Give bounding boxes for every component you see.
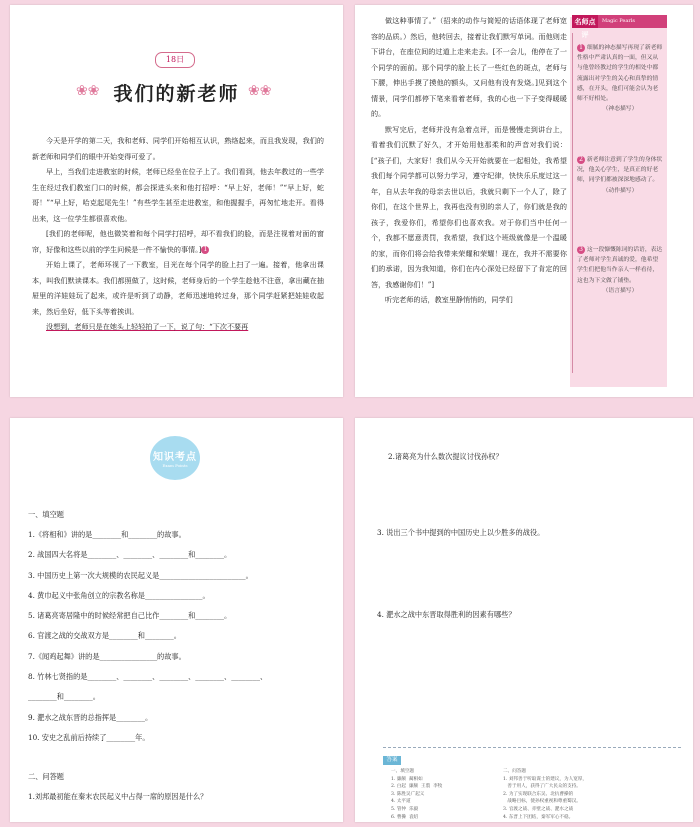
- fill-question: 5. 诸葛亮寄居隆中的时候经常把自己比作________和________。: [28, 611, 232, 621]
- essay-question: 2.诸葛亮为什么数次提议讨伐孙权？: [388, 452, 503, 461]
- essay-question: 3. 说出三个书中提到的中国历史上以少胜多的战役。: [377, 528, 545, 537]
- sidebar-header: [570, 15, 667, 39]
- essay-question: 4. 淝水之战中东晋取得胜利的因素有哪些？: [377, 610, 516, 619]
- fill-question: 1.《将相和》讲的是________和________的故事。: [28, 530, 186, 539]
- exam-page-left: [10, 418, 343, 822]
- sidebar-divider: [572, 33, 573, 373]
- paragraph: 听完老师的话，教室里静悄悄的，同学们: [385, 295, 513, 304]
- section-heading: 一、填空题: [28, 510, 64, 519]
- story-body: [32, 133, 324, 335]
- commentary-note: [577, 245, 663, 296]
- story-title: 我们的新老师: [113, 83, 240, 105]
- note-text: 这一段慷慨陈词的话语，表达了老师对学生真诚的爱，他希望学生们把他当作亲人一样看待，这也为下文做了铺垫。: [577, 247, 663, 284]
- exam-section-subtitle: Exam Points: [162, 463, 188, 468]
- note-text: 细腻的神态描写再现了新老师性格中严肃认真的一面，但又从与他曾经教过的学生的相处中都流露出对学生的关心和真挚的情感，在开头，他们可能会认为老师不好相处。: [577, 45, 663, 103]
- note-number-badge: 3: [577, 246, 585, 254]
- fill-question: 4. 黄巾起义中张角创立的宗教名称是________________。: [28, 590, 210, 600]
- commentary-note: [577, 155, 663, 196]
- answer-column: 二、问答题 1. 刘邦善于听取谋士的建议，为人宽厚， 善于用人，获得了广大民众的支持。 2. 为了实现联合东吴、北抗曹操的 战略目标，使孙权重视和尊重蜀汉。 3. 官渡之战、赤壁之战、淝水之战 4. 东晋上下团结，秦军军心不稳。: [503, 769, 587, 820]
- commentary-note: [577, 43, 663, 114]
- story-page-right: [355, 5, 693, 397]
- note-number-badge: 1: [577, 44, 585, 52]
- paragraph: 早上，当我们走进教室的时候，老师已经坐在位子上了。我们看到，他去年教过的一些学生在经过我们教室门口的时候，都会探进头来和他打招呼：“早上好，老师！”“早上好，蛇哥！”“早上好，哈克起尾先生！”有些学生甚至走进教室，和他握握手，再匆忙地走开。看得出来，这一位学生都很喜欢他。: [32, 167, 324, 223]
- paragraph: 开始上课了，老师环视了一下教室，目光在每个同学的脸上扫了一遍。接着，他拿出课本，叫我们默读课本。我们都照做了，这时候，老师身后的一个学生趁他不注意，拿出藏在抽屉里的洋娃娃玩了起来，或许是听到了动静，老师迅速地转过身，那个同学赶紧把娃娃收起来，然后坐好，低下头等着挨训。: [32, 260, 324, 316]
- fill-question: 10. 安史之乱前后持续了________年。: [28, 732, 150, 742]
- fill-question: 9. 淝水之战东晋的总指挥是________。: [28, 712, 153, 722]
- sidebar-subtitle: Magic Pearls: [598, 15, 667, 28]
- paragraph: 没想到，老师只是在她头上轻轻拍了一下，说了句：“下次不要再: [46, 322, 249, 331]
- note-number-badge: 1: [201, 246, 209, 254]
- paragraph: 做这种事情了。”（招来的动作与简短的话语体现了老师宽容的品质。）然后，他转回去，接着让我们默写单词。而他则走下讲台，在座位间的过道上走来走去。[不一会儿，他停在了一个同学的面前。那个同学的脸上长了一些红色的斑点，老师与下腰，伸出手摸了摸他的额头，又问他有没有发烧。]见到这个情景，同学们都停下笔来看着老师，我的心也一下子变得暖暖的。: [371, 16, 567, 118]
- highlighted-passage: [我们的老师呢，他也微笑着和每个同学打招呼，却不看我们的脸，而是注视着对面的窗帘，好像和这些以前的学生问候是一件不愉快的事情。]: [32, 229, 324, 254]
- paragraph: 今天是开学的第二天，我和老师、同学们开始相互认识，熟络起来，而且我发现，我们的新老师和同学们的眼中开始变得可爱了。: [32, 136, 324, 161]
- note-source: （动作描写）: [602, 187, 638, 194]
- note-number-badge: 2: [577, 156, 585, 164]
- note-source: （语言描写）: [602, 287, 638, 294]
- question-list: [28, 504, 328, 808]
- fill-question: 3. 中国历史上第一次大规模的农民起义是________________________。: [28, 570, 253, 580]
- essay-question: 1.刘邦最初能在秦末农民起义中占得一席的原因是什么？: [28, 792, 208, 802]
- answer-tag: 答案: [383, 756, 401, 765]
- flower-icon: ❀❀: [76, 83, 100, 99]
- paragraph: [32, 226, 324, 257]
- fill-question: 8. 竹林七贤指的是________、________、________、________、________、________和________。: [28, 672, 268, 702]
- story-page-left: [10, 5, 343, 397]
- story-body: [371, 13, 567, 308]
- sidebar-title: 名师点评: [572, 15, 598, 28]
- exam-page-right: [355, 418, 693, 822]
- note-source: （神态描写）: [602, 106, 638, 113]
- answer-column: 一、填空题 1. 廉颇 蔺相如 2. 白起 廉颇 王翦 李牧 3. 陈胜吴广起义 4. 太平道 5. 管仲 乐毅 6. 曹操 袁绍: [391, 769, 443, 820]
- paragraph: 默写完后，老师并没有急着点评，而是慢慢走到讲台上，看着我们沉默了好久，才开始用他那柔和的声音对我们说：[“孩子们，大家好！我们从今天开始就要在一起相处，我希望我们每个同学都可以努力学习，遵守纪律，快快乐乐度过这一年，自从去年我的母亲去世以后，我就只剩下一个人了，除了你们，在这个世界上，我再也没有别的亲人了，你们就是我的孩子，我爱你们，希望你们也喜欢我。对于你们当中任何一个，我都不愿意责罚，我希望，我们这个班级就像是一个温暖的家，而你们将会给我带来荣耀和荣耀！现在，我并不需要你们的承诺，因为我知道，你们在内心深处已经留下了肯定的回答，我感谢你们！”]: [371, 124, 567, 289]
- day-badge: 18日: [155, 52, 195, 68]
- note-text: 新老师注意到了学生的身体状况，他关心学生，是真正的好老师，同学们都被深深地感动了。: [577, 157, 663, 184]
- fill-question: 7.《闻鸡起舞》讲的是________________的故事。: [28, 651, 186, 661]
- exam-section-title: 知识考点: [153, 452, 197, 463]
- section-heading: 二、问答题: [28, 772, 64, 782]
- fill-question: 6. 官渡之战的交战双方是________和________。: [28, 631, 181, 641]
- fill-question: 2. 战国四大名将是________、________、________和________。: [28, 550, 232, 560]
- flower-icon: ❀❀: [248, 83, 272, 99]
